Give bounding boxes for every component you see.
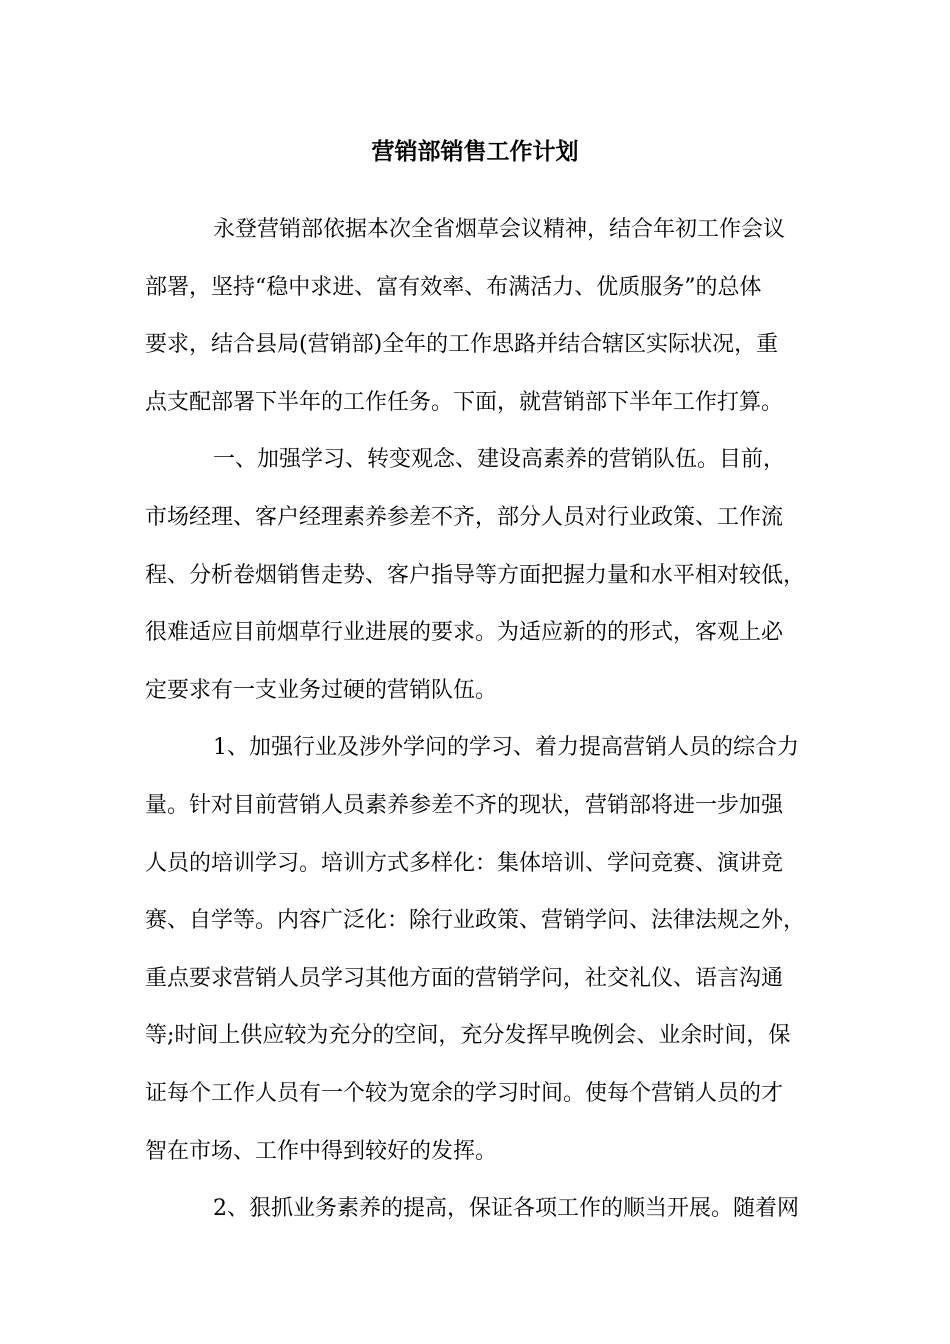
text-line: 证每个工作人员有一个较为宽余的学习时间。使每个营销人员的才: [145, 1080, 784, 1106]
text-line: 定要求有一支业务过硬的营销队伍。: [145, 677, 498, 703]
text-line: 点支配部署下半年的工作任务。下面，就营销部下半年工作打算。: [145, 389, 784, 415]
document-title: 营销部销售工作计划: [371, 138, 579, 165]
text-line: 赛、自学等。内容广泛化：除行业政策、营销学问、法律法规之外，: [145, 908, 806, 934]
document-body: [145, 201, 825, 1238]
text-line: 智在市场、工作中得到较好的发挥。: [145, 1138, 498, 1164]
paragraph-section-1: [145, 431, 825, 719]
text-line: 要求，结合县局(营销部)全年的工作思路并结合辖区实际状况，重: [145, 332, 779, 358]
text-line: 永登营销部依据本次全省烟草会议精神，结合年初工作会议: [213, 217, 786, 242]
text-line: 量。针对目前营销人员素养参差不齐的现状，营销部将进一步加强: [145, 792, 784, 818]
text-line: 重点要求营销人员学习其他方面的营销学问，社交礼仪、语言沟通: [145, 965, 784, 991]
text-line: 市场经理、客户经理素养参差不齐，部分人员对行业政策、工作流: [145, 504, 784, 530]
paragraph-item-1: [145, 719, 825, 1180]
text-line: 人员的培训学习。培训方式多样化：集体培训、学问竞赛、演讲竞: [145, 850, 784, 876]
text-line: 等;时间上供应较为充分的空间，充分发挥早晚例会、业余时间，保: [145, 1023, 791, 1049]
text-line: 1、加强行业及涉外学问的学习、着力提高营销人员的综合力: [213, 735, 799, 761]
text-line: 程、分析卷烟销售走势、客户指导等方面把握力量和水平相对较低，: [145, 562, 806, 588]
text-line: 部署，坚持“稳中求进、富有效率、布满活力、优质服务”的总体: [145, 274, 762, 300]
text-line: 一、加强学习、转变观念、建设高素养的营销队伍。目前，: [213, 447, 786, 473]
text-line: 2、狠抓业务素养的提高，保证各项工作的顺当开展。随着网: [213, 1196, 799, 1222]
text-line: 很难适应目前烟草行业进展的要求。为适应新的的形式，客观上必: [145, 620, 784, 646]
paragraph-item-2: [145, 1180, 825, 1238]
paragraph-intro: [145, 201, 825, 431]
